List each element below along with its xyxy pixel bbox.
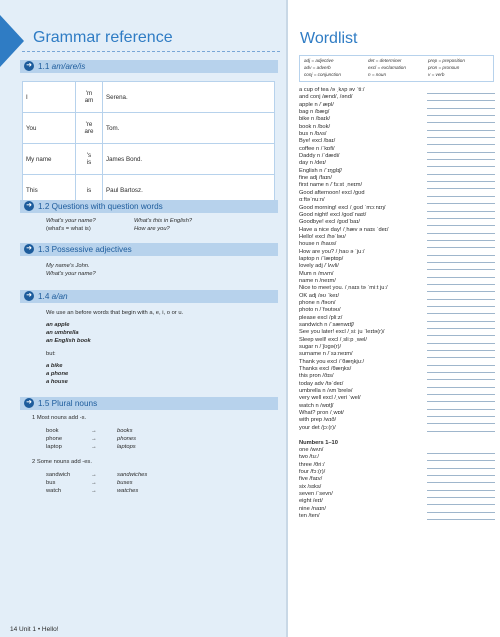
page-footer: 14 Unit 1 • Hello! (10, 626, 59, 633)
wordlist-entry-text: one /wʌn/ (299, 446, 324, 453)
wordlist-item (299, 219, 499, 226)
wordlist-entry-text: Numbers 1–10 (299, 439, 338, 446)
an-example-2 (46, 330, 79, 337)
wordlist-item (299, 160, 499, 167)
wordlist-item (299, 484, 499, 491)
wordlist-item (299, 256, 499, 263)
key-entry: conj = conjunction (304, 72, 341, 77)
plural-form (117, 488, 138, 495)
wordlist-item (299, 476, 499, 483)
example-text: an English book (46, 338, 91, 344)
table-cell: Paul Bartosz. (103, 175, 275, 206)
table-cell: My name (23, 144, 76, 175)
example-text: phones (117, 436, 137, 442)
key-entry: prep = preposition (428, 58, 465, 63)
wordlist-item (299, 146, 499, 153)
wordlist-item (299, 263, 499, 270)
section-label: Questions with question words (51, 202, 163, 211)
example-text: watches (117, 488, 139, 494)
section-number: 1.1 (38, 62, 50, 71)
wordlist-item (299, 462, 499, 469)
wordlist-item (299, 227, 499, 234)
wordlist-item (299, 425, 499, 432)
wordlist-entry-text: coffee n /ˈkɒfi/ (299, 145, 335, 152)
table-cell: Tom. (103, 113, 275, 144)
section-number: 1.3 (38, 245, 50, 254)
writing-line (427, 519, 495, 520)
section-label: Plural nouns (51, 399, 98, 408)
table-cell: You (23, 113, 76, 144)
example-text: a house (46, 379, 68, 385)
plural-singular: bus (46, 480, 56, 486)
wordlist-item (299, 395, 499, 402)
section-number: 1.5 (38, 399, 50, 408)
plural-singular: laptop (46, 444, 62, 450)
wordlist-item (299, 190, 499, 197)
example-text: books (117, 428, 133, 434)
wordlist-item (299, 241, 499, 248)
key-entry: v = verb (428, 72, 445, 77)
plural-form (117, 472, 147, 479)
wordlist-item (299, 307, 499, 314)
wordlist-entry-text: six /sɪks/ (299, 483, 322, 490)
section-1-1-header (20, 60, 278, 73)
section-1-4-header (20, 290, 278, 303)
section-label: am/are/is (51, 62, 86, 71)
wordlist-item (299, 381, 499, 388)
plural-form (117, 436, 136, 443)
wordlist-entry-text: How are you? /ˌhaʊ ə ˈjuː/ (299, 248, 365, 255)
wordlist-item (299, 498, 499, 505)
wordlist-item (299, 506, 499, 513)
wordlist-item (299, 271, 499, 278)
wordlist-entry-text: bag n /bæɡ/ (299, 109, 330, 116)
wordlist-item (299, 131, 499, 138)
wordlist-entry-text: laptop n /ˈlæptɒp/ (299, 255, 344, 262)
wordlist-entry-text: Good morning! excl /ˌɡʊd ˈmɔːnɪŋ/ (299, 204, 386, 211)
plural-rule-2: 2 Some nouns add -es. (32, 459, 92, 465)
wordlist-entry-text: Goodbye! excl /ɡʊdˈbaɪ/ (299, 219, 360, 226)
wordlist-item (299, 388, 499, 395)
wordlist-item (299, 249, 499, 256)
table-cell: 'm am (76, 82, 103, 113)
wordlist-item (299, 329, 499, 336)
key-entry: adj = adjective (304, 58, 334, 63)
a-example-3 (46, 379, 68, 386)
wordlist-item (299, 293, 499, 300)
wordlist-item (299, 491, 499, 498)
key-entry: pron = pronoun (428, 65, 460, 70)
table-cell: 're are (76, 113, 103, 144)
table-cell: This (23, 175, 76, 206)
wordlist-item (299, 403, 499, 410)
wordlist-entry-text: this pron /ðɪs/ (299, 373, 334, 380)
wordlist-entry-text: please excl /pliːz/ (299, 314, 343, 321)
question-example-1 (46, 218, 96, 225)
wordlist-entry-text: day n /deɪ/ (299, 160, 327, 167)
example-text: How are you? (134, 226, 170, 232)
section-label: a/an (51, 292, 68, 301)
table-cell: James Bond. (103, 144, 275, 175)
plural-arrow: → (91, 472, 97, 478)
key-entry: det = determiner (368, 58, 402, 63)
wordlist-item (299, 87, 499, 94)
arrow-circle-icon: ➜ (24, 61, 34, 71)
verb-be-table (22, 81, 275, 206)
wordlist-entry-text: name n /neɪm/ (299, 277, 336, 284)
wordlist-entry-text: apple n /ˈæpl/ (299, 101, 334, 108)
but-label: but: (46, 351, 56, 357)
wordlist-item (299, 285, 499, 292)
wordlist-item (299, 197, 499, 204)
example-text: sandwiches (117, 472, 148, 478)
section-1-5-header (20, 397, 278, 410)
example-text: a phone (46, 371, 69, 377)
wordlist-entry-text: three /θriː/ (299, 461, 325, 468)
table-row (23, 144, 275, 175)
wordlist-entry-text: Hello! excl /həˈləʊ/ (299, 233, 346, 240)
grammar-reference-title: Grammar reference (33, 29, 173, 46)
plural-arrow: → (91, 436, 97, 442)
page-spine (286, 0, 288, 637)
table-cell: 's is (76, 144, 103, 175)
wordlist-entry-text: two /tuː/ (299, 454, 319, 461)
question-example-2 (134, 218, 192, 225)
wordlist-entry-text: and conj /ænd/, /ənd/ (299, 94, 353, 101)
wordlist-item (299, 102, 499, 109)
wordlist-entry-text: a cup of tea /ə ˌkʌp əv ˈtiː/ (299, 87, 365, 93)
wordlist-entry-text: bus n /bʌs/ (299, 131, 327, 138)
wordlist-entry-text: today adv /təˈdeɪ/ (299, 380, 344, 387)
wordlist-entry-text: seven /ˈsevn/ (299, 490, 333, 497)
wordlist-item (299, 124, 499, 131)
wordlist-item (299, 175, 499, 182)
wordlist-entry-text: book n /bʊk/ (299, 123, 331, 130)
plural-singular: watch (46, 488, 62, 494)
wordlist-entry-text: four /fɔː(r)/ (299, 468, 326, 475)
wordlist-item (299, 337, 499, 344)
wordlist-entry-text: Have a nice day! /ˌhæv ə naɪs ˈdeɪ/ (299, 226, 389, 233)
plural-form (117, 444, 136, 451)
example-text: (what's = what is) (46, 226, 91, 232)
example-text: What's your name? (46, 218, 96, 224)
section-1-3-header (20, 243, 278, 256)
example-text: an apple (46, 322, 70, 328)
wordlist-item (299, 322, 499, 329)
wordlist-entry-text: Daddy n /ˈdædi/ (299, 153, 340, 160)
wordlist-entry-text: watch n /wɒtʃ/ (299, 402, 334, 409)
wordlist-entry-text: ten /ten/ (299, 512, 320, 519)
wordlist-entry-text: nine /naɪn/ (299, 505, 327, 512)
wordlist-entry-text: first name n /ˈfɜːst ˌneɪm/ (299, 182, 363, 189)
wordlist-item (299, 351, 499, 358)
wordlist-item (299, 344, 499, 351)
wordlist-entry-text: your det /jɔː(r)/ (299, 424, 336, 431)
plural-arrow: → (91, 480, 97, 486)
wordlist-item (299, 212, 499, 219)
plural-singular: phone (46, 436, 63, 442)
wordlist-entry-text: Good afternoon! excl /ɡʊd (299, 189, 365, 196)
wordlist-entry-text: See you later! excl /ˌsiː ju ˈleɪtə(r)/ (299, 329, 385, 336)
wordlist-item (299, 447, 499, 454)
possessive-example-2 (46, 271, 96, 278)
example-text: a bike (46, 363, 63, 369)
plural-arrow: → (91, 488, 97, 494)
wordlist-item (299, 417, 499, 424)
wordlist-entry-text: Bye! excl /baɪ/ (299, 138, 336, 145)
wordlist-entry-text: Mum n /mʌm/ (299, 270, 334, 277)
wordlist-item (299, 234, 499, 241)
section-number: 1.2 (38, 202, 50, 211)
wordlist-entry-text: very well excl /ˌveri ˈwel/ (299, 395, 361, 402)
example-text: What's your name? (46, 271, 96, 277)
wordlist-title: Wordlist (300, 30, 358, 47)
example-text: laptops (117, 444, 136, 450)
a-an-rule: We use an before words that begin with a, e, i, o or u. (46, 310, 184, 316)
plural-arrow: → (91, 428, 97, 434)
wordlist-item (299, 153, 499, 160)
wordlist-entry-text: sandwich n /ˈsænwɪtʃ/ (299, 322, 355, 328)
example-text: What's this in English? (134, 218, 193, 224)
a-example-1 (46, 363, 62, 370)
wordlist-entry-text: English n /ˈɪŋɡlɪʃ/ (299, 167, 342, 174)
abbreviation-key (299, 55, 494, 82)
wordlist-entry-text: Good night! excl /ɡʊdˈnaɪt/ (299, 211, 367, 218)
table-cell: I (23, 82, 76, 113)
wordlist-item (299, 359, 499, 366)
an-example-1 (46, 322, 70, 329)
wordlist-item (299, 300, 499, 307)
example-text: My name's John. (46, 263, 90, 269)
wordlist-item (299, 109, 499, 116)
wordlist-item (299, 373, 499, 380)
wordlist-entry-text: umbrella n /ʌmˈbrelə/ (299, 388, 353, 395)
section-1-2-header (20, 200, 278, 213)
wordlist-item (299, 138, 499, 145)
wordlist-entry-text: five /faɪv/ (299, 476, 323, 483)
arrow-circle-icon: ➜ (24, 291, 34, 301)
plural-singular: book (46, 428, 59, 434)
wordlist-entries (299, 87, 499, 520)
wordlist-item (299, 469, 499, 476)
wordlist-entry-text: sugar n /ˈʃʊɡə(r)/ (299, 344, 342, 351)
wordlist-entry-text: house n /haʊs/ (299, 241, 337, 248)
section-number: 1.4 (38, 292, 50, 301)
wordlist-entry-text: bike n /baɪk/ (299, 116, 331, 123)
possessive-example-1 (46, 263, 90, 270)
plural-rule-1: 1 Most nouns add -s. (32, 415, 87, 421)
wordlist-entry-text: phone n /fəʊn/ (299, 299, 336, 306)
wordlist-entry-text: lovely adj /ˈlʌvli/ (299, 263, 339, 270)
wordlist-item (299, 454, 499, 461)
an-example-3 (46, 338, 91, 345)
wordlist-entry-text: Sleep well! excl /ˌsliːp ˌwel/ (299, 336, 367, 343)
wordlist-item (299, 513, 499, 520)
section-label: Possessive adjectives (51, 245, 132, 254)
wordlist-item (299, 116, 499, 123)
wordlist-item (299, 94, 499, 101)
arrow-circle-icon: ➜ (24, 244, 34, 254)
arrow-circle-icon: ➜ (24, 201, 34, 211)
key-entry: n = noun (368, 72, 387, 77)
plural-form (117, 480, 132, 487)
wordlist-item (299, 278, 499, 285)
wordlist-entry-text: fine adj /faɪn/ (299, 175, 333, 182)
table-row (23, 82, 275, 113)
wordlist-item (299, 168, 499, 175)
example-text: an umbrella (46, 330, 79, 336)
wordlist-entry-text: What? pron /ˌwɒt/ (299, 410, 344, 417)
table-cell: is (76, 175, 103, 206)
wordlist-entry-text: surname n /ˈsɜːneɪm/ (299, 351, 353, 358)
arrow-circle-icon: ➜ (24, 398, 34, 408)
wordlist-entry-text: with prep /wɪð/ (299, 417, 337, 424)
wordlist-item (299, 315, 499, 322)
wordlist-entry-text: Thank you excl /ˈθæŋkjuː/ (299, 358, 365, 365)
question-note (46, 226, 91, 233)
plural-arrow: → (91, 444, 97, 450)
wordlist-item (299, 205, 499, 212)
wordlist-item (299, 432, 499, 439)
wordlist-entry-text: ɑːftəˈnuːn/ (299, 197, 325, 204)
key-entry: adv = adverb (304, 65, 331, 70)
wordlist-entry-text: photo n /ˈfəʊtəʊ/ (299, 307, 341, 314)
plural-singular: sandwich (46, 472, 71, 478)
question-example-3 (134, 226, 170, 233)
wordlist-entry-text: Thanks excl /θæŋks/ (299, 366, 352, 373)
a-example-2 (46, 371, 68, 378)
key-entry: excl = exclamation (368, 65, 406, 70)
wordlist-item (299, 182, 499, 189)
table-row (23, 113, 275, 144)
wordlist-entry-text: Nice to meet you. /ˌnaɪs tə ˈmiːt juː/ (299, 285, 388, 292)
table-cell: Serena. (103, 82, 275, 113)
example-text: buses (117, 480, 133, 486)
wordlist-entry-text: OK adj /əʊ ˈkeɪ/ (299, 292, 340, 299)
numbers-heading (299, 440, 499, 447)
plural-form (117, 428, 132, 435)
title-divider (22, 51, 280, 52)
wordlist-entry-text: eight /eɪt/ (299, 498, 323, 505)
